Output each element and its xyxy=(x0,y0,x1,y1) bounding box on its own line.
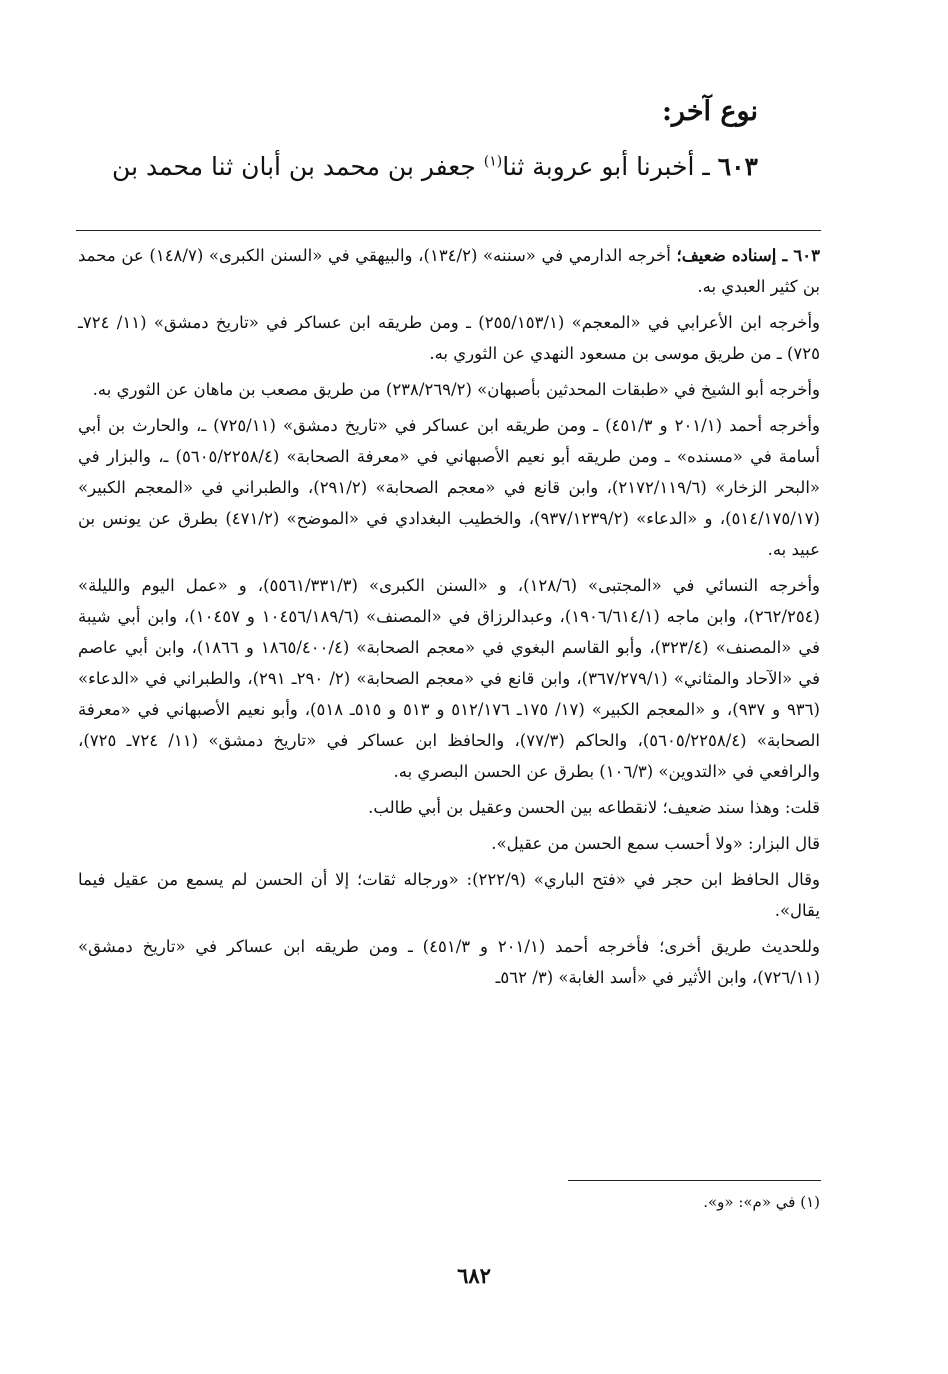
hadith-text-line xyxy=(78,152,758,181)
section-heading: نوع آخر: xyxy=(661,96,758,127)
note-paragraph: وأخرجه النسائي في «المجتبى» (١٢٨/٦)، و «السنن الكبرى» (٥٥٦١/٣٣١/٣)، و «عمل اليوم والليلة» (٢٦٢/٢٥٤)، وابن ماجه (١٩٠٦/٦١٤/١)، وعبدالرزاق في «المصنف» (١٠٤٥٦/١٨٩/٦ و ١٠٤٥٧)، وابن أبي شيبة في «المصنف» (٣٢٣/٤)، وأبو القاسم البغوي في «معجم الصحابة» (١٨٦٥/٤٠٠/٤ و ١٨٦٦)، وابن أبي عاصم في «الآحاد والمثاني» (٣٦٧/٢٧٩/١)، وابن قانع في «معجم الصحابة» (٢/ ٢٩٠ـ ٢٩١)، والطبراني في «الدعاء» (٩٣٦ و ٩٣٧)، و «المعجم الكبير» (١٧/ ١٧٥ـ ٥١٢/١٧٦ و ٥١٣ و ٥١٥ـ ٥١٨)، وأبو نعيم الأصبهاني في «معرفة الصحابة» (٥٦٠٥/٢٢٥٨/٤)، والحاكم (٧٧/٣)، والحافظ ابن عساكر في «تاريخ دمشق» (١١/ ٧٢٤ـ ٧٢٥)، والرافعي في «التدوين» (١٠٦/٣) بطرق عن الحسن البصري به. xyxy=(78,576,821,781)
hadith-text-end: جعفر بن محمد بن أبان ثنا محمد بن xyxy=(112,152,484,181)
note-paragraph: وأخرجه أحمد (٢٠١/١ و ٤٥١/٣) ـ ومن طريقه ابن عساكر في «تاريخ دمشق» (٧٢٥/١١) ـ، والحارث بن أبي أسامة في «مسنده» ـ ومن طريقه أبو نعيم الأصبهاني في «معرفة الصحابة» (٥٦٠٥/٢٢٥٨/٤) ـ، والبزار في «البحر الزخار» (٢١٧٢/١١٩/٦)، وابن قانع في «معجم الصحابة» (٢٩١/٢)، والطبراني في «المعجم الكبير» (٥١٤/١٧٥/١٧)، و «الدعاء» (٩٣٧/١٢٣٩/٢)، والخطيب البغدادي في «الموضح» (٤٧١/٢) بطرق عن يونس بن عبيد به. xyxy=(78,416,821,559)
note-paragraph: وقال الحافظ ابن حجر في «فتح الباري» (٢٢٢/٩): «ورجاله ثقات؛ إلا أن الحسن لم يسمع من عقيل فيما يقال». xyxy=(78,870,820,920)
note-paragraph: وأخرجه أبو الشيخ في «طبقات المحدثين بأصبهان» (٢٣٨/٢٦٩/٢) من طريق مصعب بن ماهان عن الثوري به. xyxy=(92,380,820,399)
note-paragraph: وللحديث طريق أخرى؛ فأخرجه أحمد (٢٠١/١ و ٤٥١/٣) ـ ومن طريقه ابن عساكر في «تاريخ دمشق» (٧٢٦/١١)، وابن الأثير في «أسد الغابة» (٣/ ٥٦٢ـ xyxy=(78,937,820,987)
separator-rule xyxy=(76,230,821,231)
note-text: أخرجه الدارمي في «سننه» (١٣٤/٢)، والبيهقي في «السنن الكبرى» (١٤٨/٧) عن محمد بن كثير العبدي به. xyxy=(78,246,820,296)
note-paragraph: قال البزار: «ولا أحسب سمع الحسن من عقيل». xyxy=(491,834,820,853)
note-paragraph: قلت: وهذا سند ضعيف؛ لانقطاعه بين الحسن وعقيل بن أبي طالب. xyxy=(368,798,820,817)
note-paragraph xyxy=(78,240,820,302)
footnote-reference: (١) xyxy=(483,153,503,170)
note-lead: ٦٠٣ ـ إسناده ضعيف؛ xyxy=(676,246,820,265)
page-number: ٦٨٢ xyxy=(457,1263,491,1288)
note-paragraph: وأخرجه ابن الأعرابي في «المعجم» (٢٥٥/١٥٣/١) ـ ومن طريقه ابن عساكر في «تاريخ دمشق» (١١/ ٧٢٤ـ ٧٢٥) ـ من طريق موسى بن مسعود النهدي عن الثوري به. xyxy=(78,313,821,363)
footnote: (١) في «م»: «و». xyxy=(703,1193,820,1211)
footnote-separator xyxy=(568,1180,821,1181)
hadith-text-start: ـ أخبرنا أبو عروبة ثنا xyxy=(502,152,710,181)
hadith-number: ٦٠٣ xyxy=(717,152,758,181)
commentary-notes xyxy=(78,240,820,998)
